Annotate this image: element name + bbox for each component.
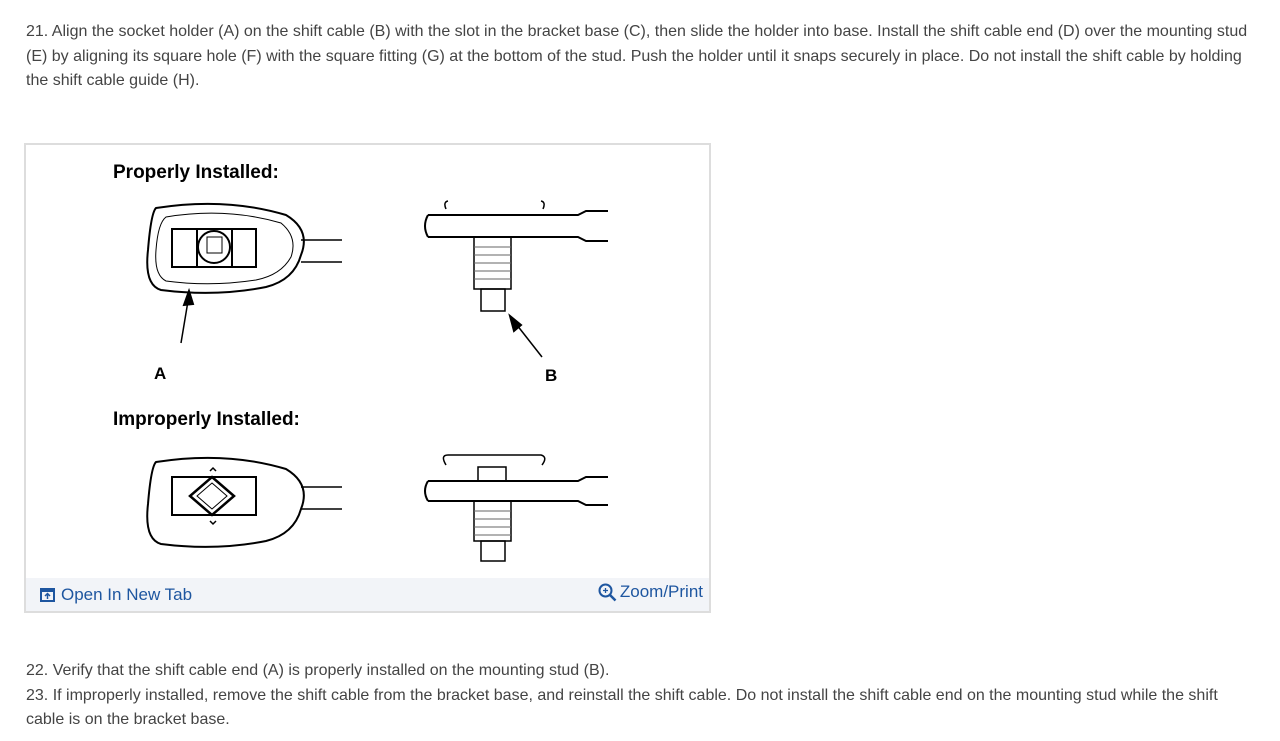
open-in-new-tab-label: Open In New Tab: [61, 585, 193, 604]
zoom-in-icon: [598, 583, 617, 602]
new-tab-icon: [40, 588, 55, 602]
heading-properly-installed: Properly Installed:: [113, 162, 279, 183]
open-in-new-tab-link[interactable]: [40, 585, 192, 605]
step-22-text: 22. Verify that the shift cable end (A) is properly installed on the mounting stud (B).: [26, 662, 610, 679]
figure-footer: [26, 578, 709, 611]
heading-improperly-installed: Improperly Installed:: [113, 409, 300, 430]
zoom-print-link[interactable]: [598, 582, 703, 602]
zoom-print-label: Zoom/Print: [619, 582, 703, 601]
label-b: B: [545, 366, 558, 385]
steps-22-23: [26, 659, 1256, 733]
label-a: A: [154, 364, 167, 383]
socket-holder-improper: [147, 458, 342, 547]
figure-panel: [24, 143, 711, 613]
step-23-text: 23. If improperly installed, remove the shift cable from the bracket base, and reinstall the shift cable. Do not install the shift cable end on the mounting stud while the shift cable is on the bracket base.: [26, 686, 1218, 728]
step-21-text: 21. Align the socket holder (A) on the shift cable (B) with the slot in the bracket base (C), then slide the holder into base. Install the shift cable end (D) over the mounting stud (E) by aligning its square hole (F) with the square fitting (G) at the bottom of the stud. Push the holder until it snaps securely in place. Do not install the shift cable by holding the shift cable guide (H).: [26, 23, 1248, 89]
shift-cable-proper: [425, 201, 608, 357]
socket-holder-proper: [147, 204, 342, 343]
shift-cable-improper: [425, 455, 608, 561]
installation-diagram: [26, 145, 709, 577]
